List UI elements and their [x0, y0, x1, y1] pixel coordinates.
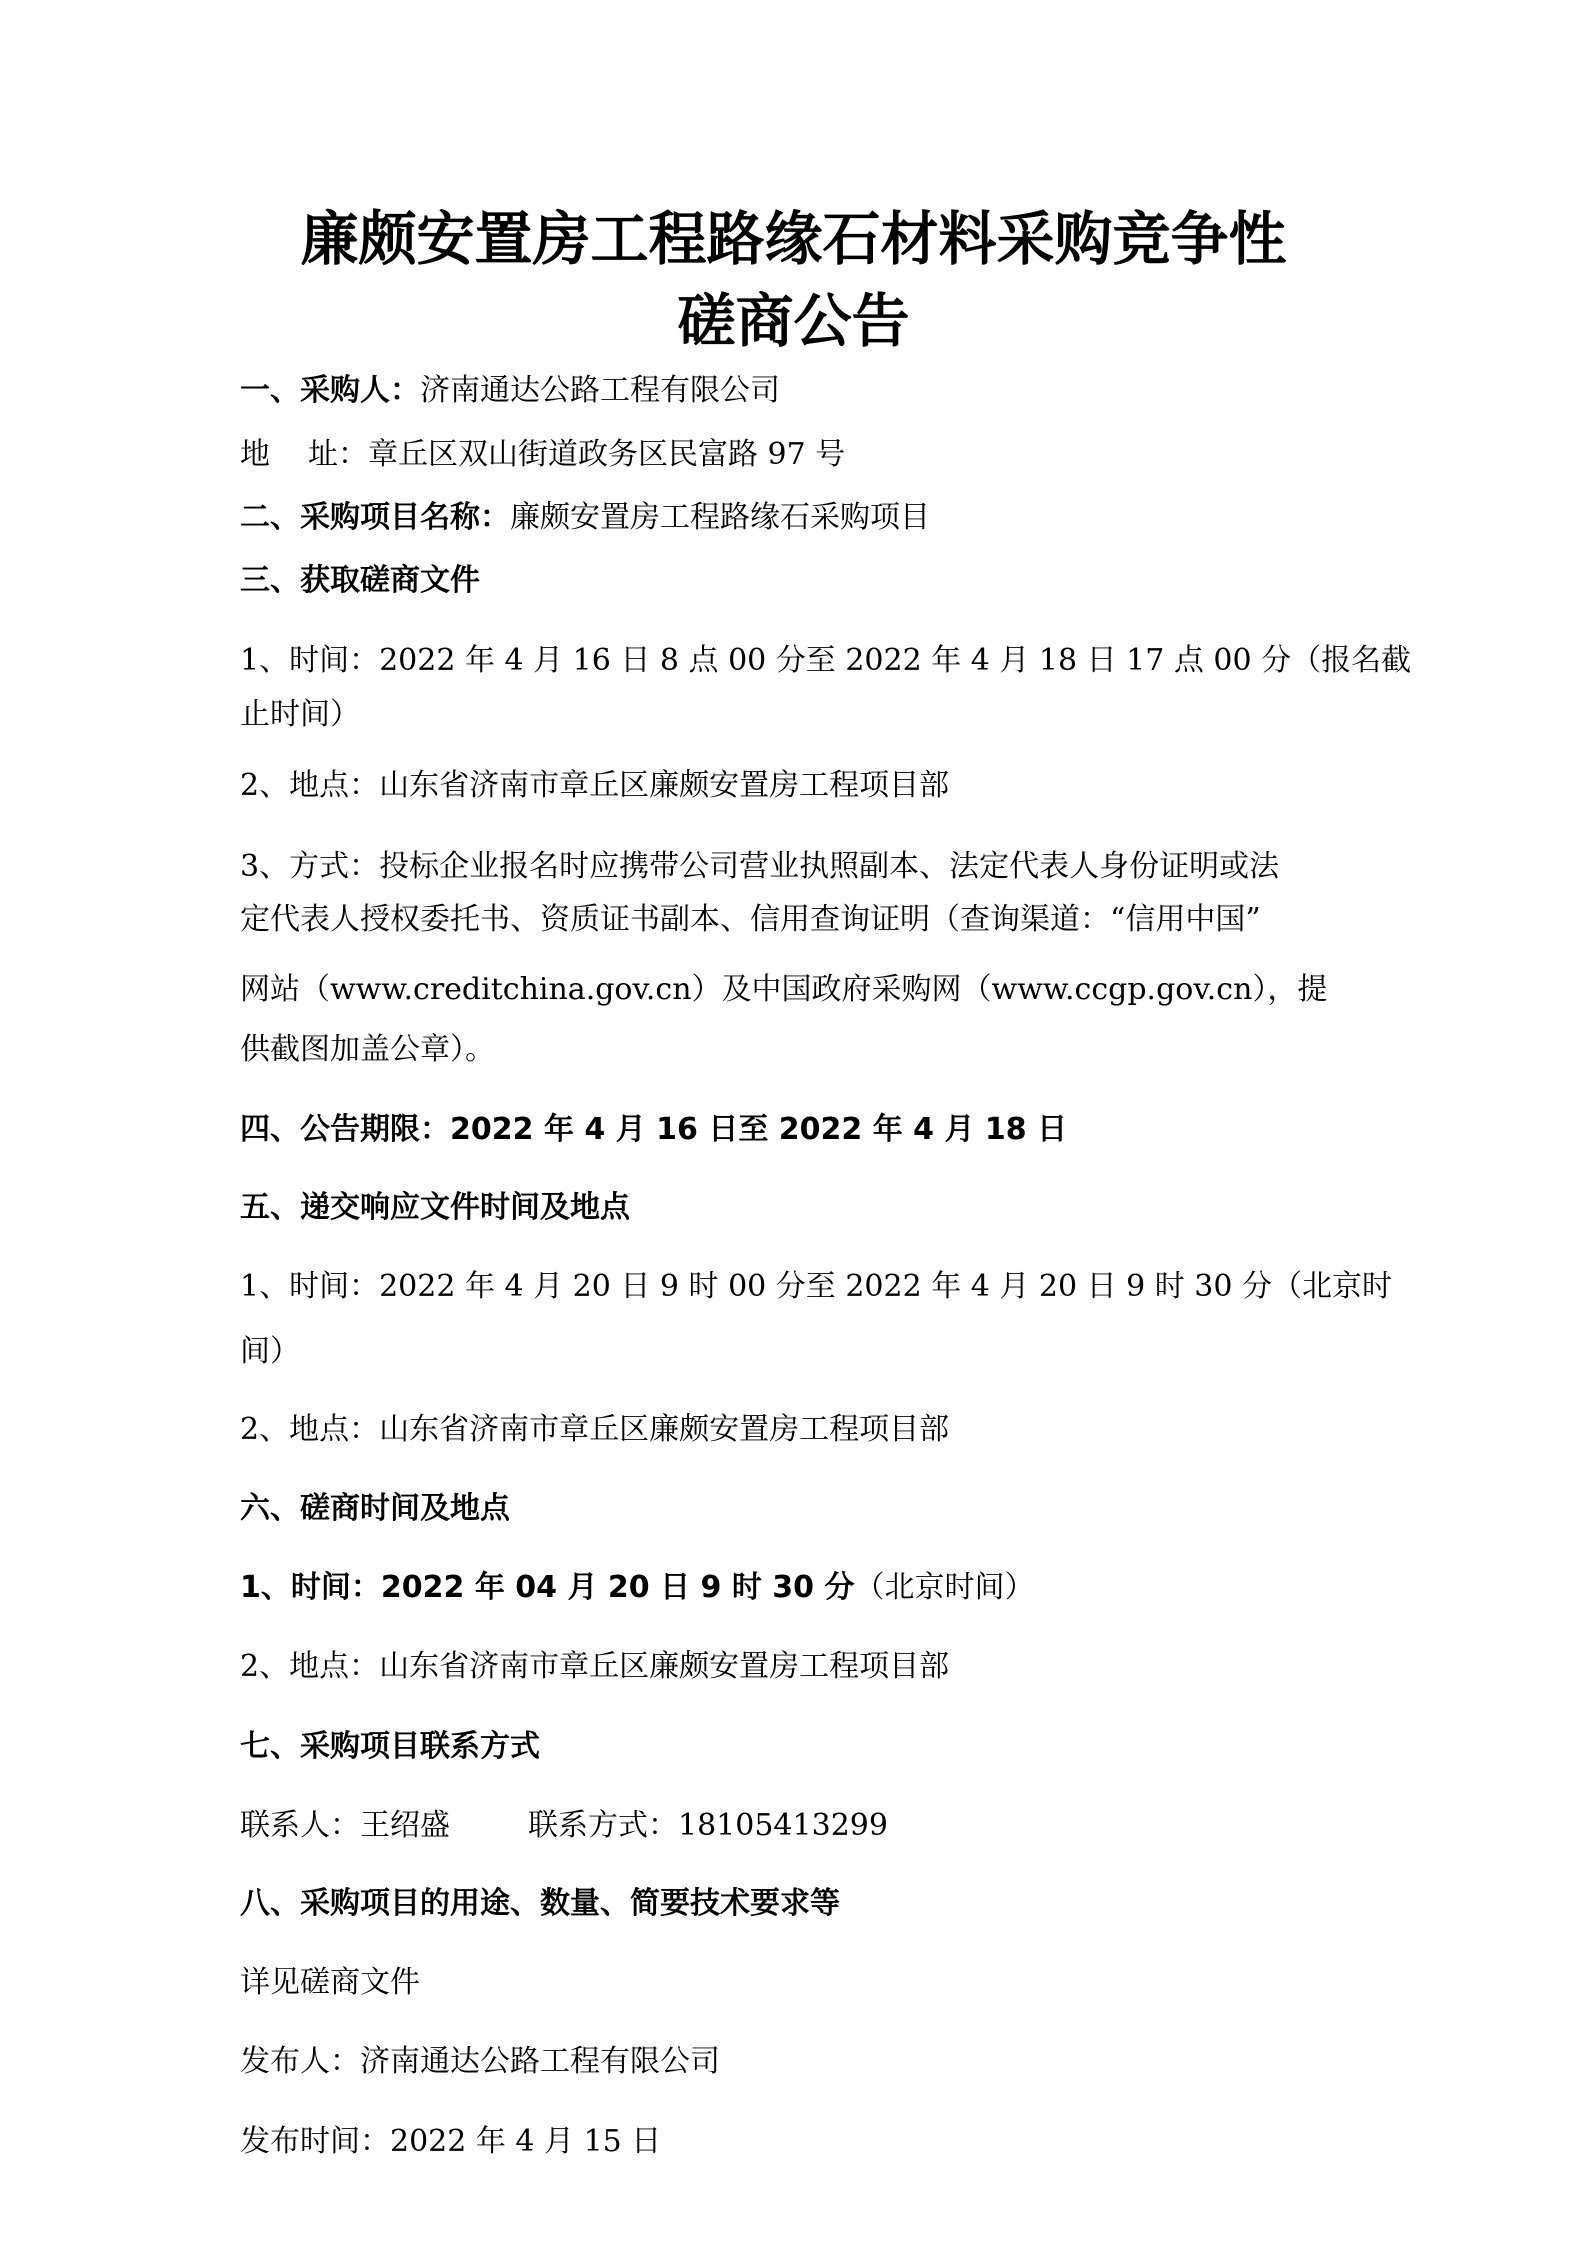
publish-time: 发布时间：2022 年 4 月 15 日	[240, 2124, 662, 2159]
obtain-place: 2、地点：山东省济南市章丘区廉颇安置房工程项目部	[240, 768, 950, 803]
obtain-heading: 三、获取磋商文件	[240, 563, 480, 598]
consult-time-line	[240, 1570, 1350, 1605]
contact-phone: 联系方式：18105413299	[528, 1808, 888, 1843]
project-value: 廉颇安置房工程路缘石采购项目	[510, 500, 930, 535]
obtain-method-line1: 3、方式：投标企业报名时应携带公司营业执照副本、法定代表人身份证明或法	[240, 849, 1280, 884]
obtain-method-line3: 网站（www.creditchina.gov.cn）及中国政府采购网（www.ccgp.gov.cn），提	[240, 972, 1328, 1007]
purchaser-value: 济南通达公路工程有限公司	[420, 373, 780, 408]
address-line	[240, 437, 1350, 472]
publisher: 发布人：济南通达公路工程有限公司	[240, 2044, 720, 2079]
consult-time-note: （北京时间）	[854, 1570, 1035, 1605]
contact-line	[240, 1808, 1350, 1843]
submit-time-line1: 1、时间：2022 年 4 月 20 日 9 时 00 分至 2022 年 4 月 20 日 9 时 30 分（北京时	[240, 1269, 1393, 1304]
submit-place: 2、地点：山东省济南市章丘区廉颇安置房工程项目部	[240, 1412, 950, 1447]
obtain-method-line4: 供截图加盖公章）。	[240, 1032, 495, 1067]
contact-person: 联系人：王绍盛	[240, 1808, 450, 1843]
notice-period: 四、公告期限：2022 年 4 月 16 日至 2022 年 4 月 18 日	[240, 1112, 1068, 1147]
submit-time-line2: 间）	[240, 1334, 300, 1369]
submit-heading: 五、递交响应文件时间及地点	[240, 1190, 630, 1225]
purchaser-line	[240, 373, 1350, 408]
usage-detail: 详见磋商文件	[240, 1965, 420, 2000]
usage-heading: 八、采购项目的用途、数量、简要技术要求等	[240, 1886, 840, 1921]
purchaser-label: 一、采购人：	[240, 373, 420, 408]
consult-time: 1、时间：2022 年 04 月 20 日 9 时 30 分	[240, 1570, 855, 1605]
obtain-time-line1: 1、时间：2022 年 4 月 16 日 8 点 00 分至 2022 年 4 月 18 日 17 点 00 分（报名截	[240, 643, 1412, 678]
address-value: 章丘区双山街道政务区民富路 97 号	[368, 437, 846, 472]
address-label-a: 地	[240, 437, 270, 472]
address-label-b: 址：	[308, 437, 368, 472]
consult-heading: 六、磋商时间及地点	[240, 1491, 510, 1526]
contact-heading: 七、采购项目联系方式	[240, 1729, 540, 1764]
obtain-time-line2: 止时间）	[240, 697, 360, 732]
document-title-line2: 磋商公告	[677, 287, 910, 355]
consult-place: 2、地点：山东省济南市章丘区廉颇安置房工程项目部	[240, 1649, 950, 1684]
obtain-method-line2: 定代表人授权委托书、资质证书副本、信用查询证明（查询渠道：“信用中国”	[240, 902, 1261, 937]
document-title-line1: 廉颇安置房工程路缘石材料采购竞争性	[300, 205, 1287, 273]
project-label: 二、采购项目名称：	[240, 500, 510, 535]
project-line	[240, 500, 1350, 535]
